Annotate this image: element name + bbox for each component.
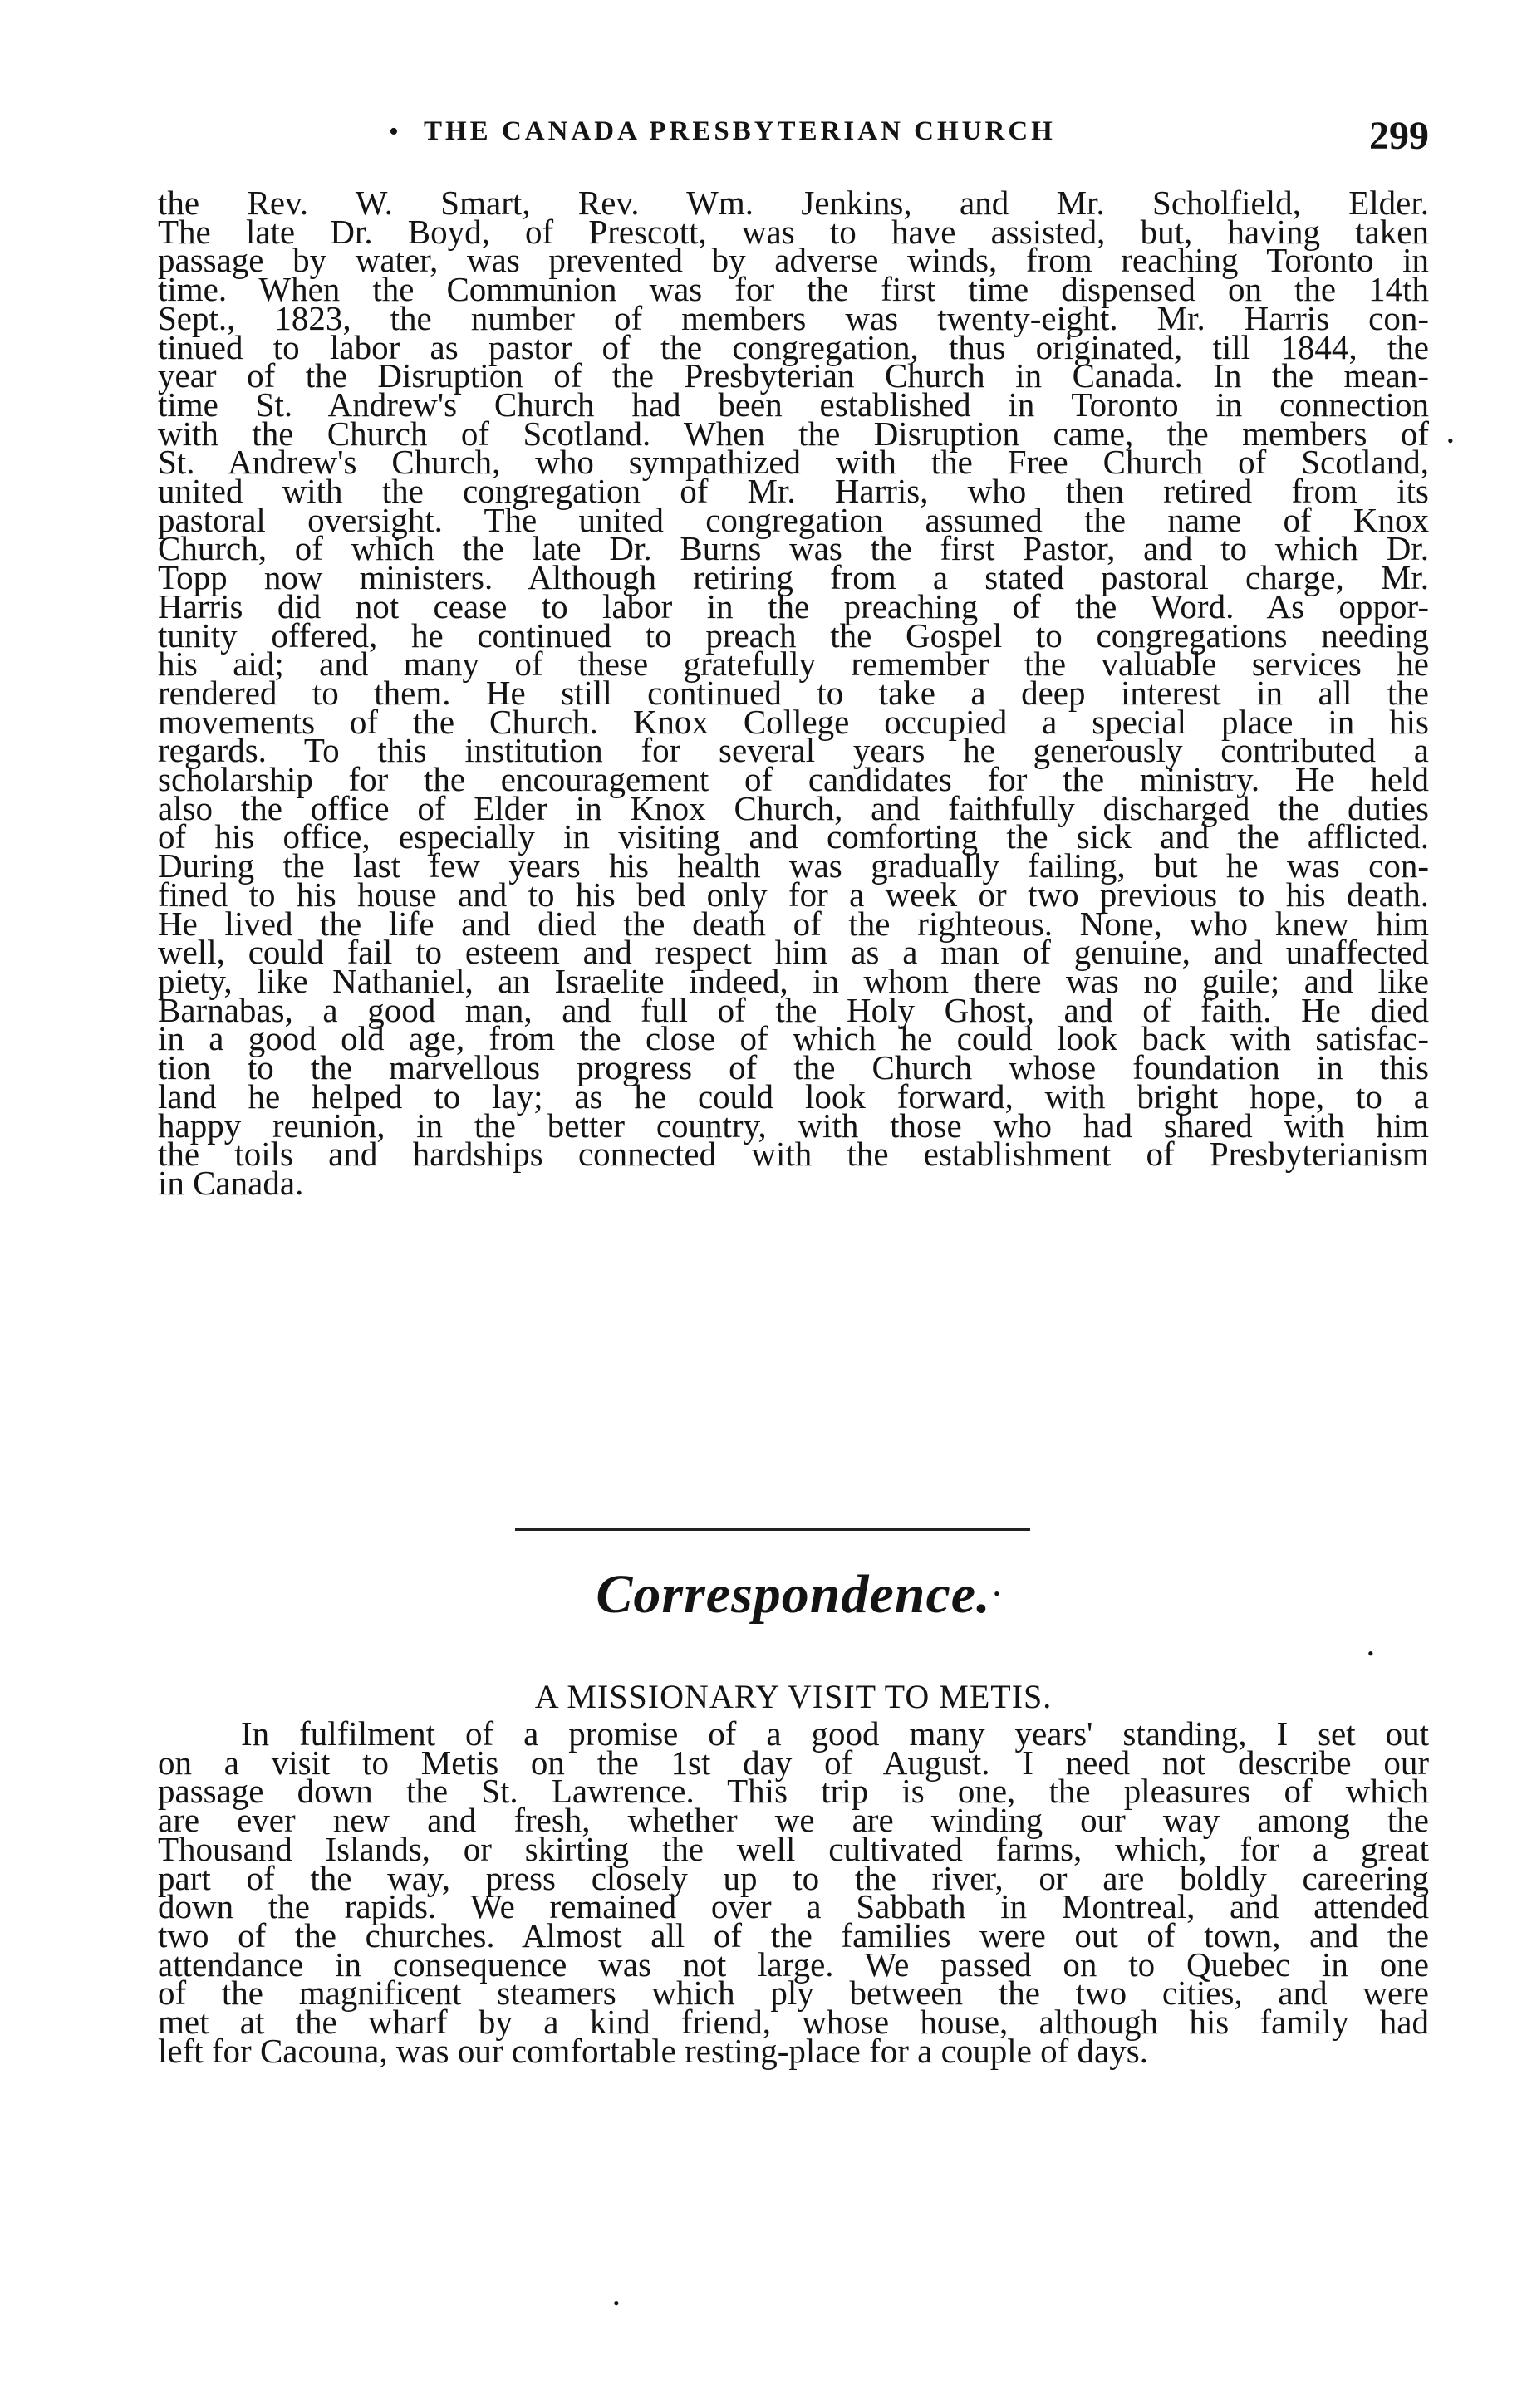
text-line: also the office of Elder in Knox Church, and faithfully discharged the duties (158, 788, 1429, 827)
article-text-block (158, 1714, 1429, 2070)
text-line: Topp now ministers. Although retiring from a stated pastoral charge, Mr. (158, 558, 1429, 597)
article-title: A MISSIONARY VISIT TO METIS. (534, 1678, 1053, 1715)
text-line: time. When the Communion was for the first time dispensed on the 14th (158, 270, 1429, 309)
text-line: Barnabas, a good man, and full of the Holy Ghost, and of faith. He died (158, 990, 1429, 1029)
text-line: two of the churches. Almost all of the families were out of town, and the (158, 1915, 1429, 1954)
text-line: part of the way, press closely up to the river, or are boldly careering (158, 1858, 1429, 1897)
text-line: in Canada. (158, 1163, 304, 1202)
text-line: the Rev. W. Smart, Rev. Wm. Jenkins, and Mr. Scholfield, Elder. (158, 184, 1429, 222)
text-line: In fulfilment of a promise of a good many years' standing, I set out (241, 1714, 1429, 1753)
text-line: Harris did not cease to labor in the preaching of the Word. As oppor- (158, 586, 1429, 625)
section-divider-rule (515, 1528, 1030, 1531)
text-line: are ever new and fresh, whether we are winding our way among the (158, 1801, 1429, 1840)
text-line: movements of the Church. Knox College occupied a special place in his (158, 702, 1429, 741)
text-line: fined to his house and to his bed only for a week or two previous to his death. (158, 875, 1429, 914)
text-line: scholarship for the encouragement of candidates for the ministry. He held (158, 760, 1429, 799)
text-line: passage down the St. Lawrence. This trip is one, the pleasures of which (158, 1772, 1429, 1811)
text-line: year of the Disruption of the Presbyterian Church in Canada. In the mean- (158, 356, 1429, 395)
text-line: in a good old age, from the close of which he could look back with satisfac- (158, 1019, 1429, 1058)
text-line: passage by water, was prevented by adverse winds, from reaching Toronto in (158, 241, 1429, 280)
print-speck: • (613, 2293, 620, 2313)
text-line: He lived the life and died the death of the righteous. None, who knew him (158, 904, 1429, 943)
text-line: tion to the marvellous progress of the Church whose foundation in this (158, 1048, 1429, 1087)
text-line: Sept., 1823, the number of members was twenty-eight. Mr. Harris con- (158, 298, 1429, 337)
text-line: St. Andrew's Church, who sympathized with the Free Church of Scotland, (158, 443, 1429, 482)
text-line: Thousand Islands, or skirting the well cultivated farms, which, for a great (158, 1829, 1429, 1868)
page-number: 299 (1369, 114, 1429, 158)
text-line: happy reunion, in the better country, with those who had shared with him (158, 1106, 1429, 1145)
text-line: The late Dr. Boyd, of Prescott, was to have assisted, but, having taken (158, 212, 1429, 251)
text-line: rendered to them. He still continued to take a deep interest in all the (158, 673, 1429, 712)
text-line: united with the congregation of Mr. Harris, who then retired from its (158, 472, 1429, 511)
section-heading: Correspondence. (596, 1564, 991, 1625)
text-line: attendance in consequence was not large. We passed on to Quebec in one (158, 1945, 1429, 1984)
text-line: During the last few years his health was gradually failing, but he was con- (158, 846, 1429, 885)
running-title: THE CANADA PRESBYTERIAN CHURCH (424, 116, 1056, 146)
text-line: well, could fail to esteem and respect him as a man of genuine, and unaffected (158, 933, 1429, 972)
text-line: left for Cacouna, was our comfortable resting-place for a couple of days. (158, 2031, 1148, 2070)
text-line: on a visit to Metis on the 1st day of August. I need not describe our (158, 1743, 1429, 1782)
print-speck: • (994, 1583, 1000, 1604)
text-line: tunity offered, he continued to preach the Gospel to congregations needing (158, 615, 1429, 655)
text-line: time St. Andrew's Church had been established in Toronto in connection (158, 385, 1429, 424)
obituary-text-block (158, 184, 1429, 1202)
running-head (158, 113, 1429, 163)
header-bullet: • (389, 116, 399, 147)
text-line: of the magnificent steamers which ply between the two cities, and were (158, 1974, 1429, 2013)
text-line: met at the wharf by a kind friend, whose house, although his family had (158, 2003, 1429, 2042)
text-line: his aid; and many of these gratefully remember the valuable services he (158, 645, 1429, 684)
text-line: regards. To this institution for several years he generously contributed a (158, 731, 1429, 770)
text-line: down the rapids. We remained over a Sabbath in Montreal, and attended (158, 1887, 1429, 1926)
text-line: piety, like Nathaniel, an Israelite indeed, in whom there was no guile; and like (158, 961, 1429, 1000)
text-line: tinued to labor as pastor of the congregation, thus originated, till 1844, the (158, 327, 1429, 366)
text-line: the toils and hardships connected with the establishment of Presbyterianism (158, 1135, 1429, 1174)
text-line: pastoral oversight. The united congregation assumed the name of Knox (158, 500, 1429, 539)
text-line: of his office, especially in visiting and comforting the sick and the afflicted. (158, 817, 1429, 856)
text-line: with the Church of Scotland. When the Disruption came, the members of (158, 414, 1429, 453)
print-speck: • (1447, 430, 1454, 451)
text-line: Church, of which the late Dr. Burns was the first Pastor, and to which Dr. (158, 529, 1429, 568)
print-speck: • (1367, 1643, 1374, 1664)
text-line: land he helped to lay; as he could look forward, with bright hope, to a (158, 1076, 1429, 1116)
